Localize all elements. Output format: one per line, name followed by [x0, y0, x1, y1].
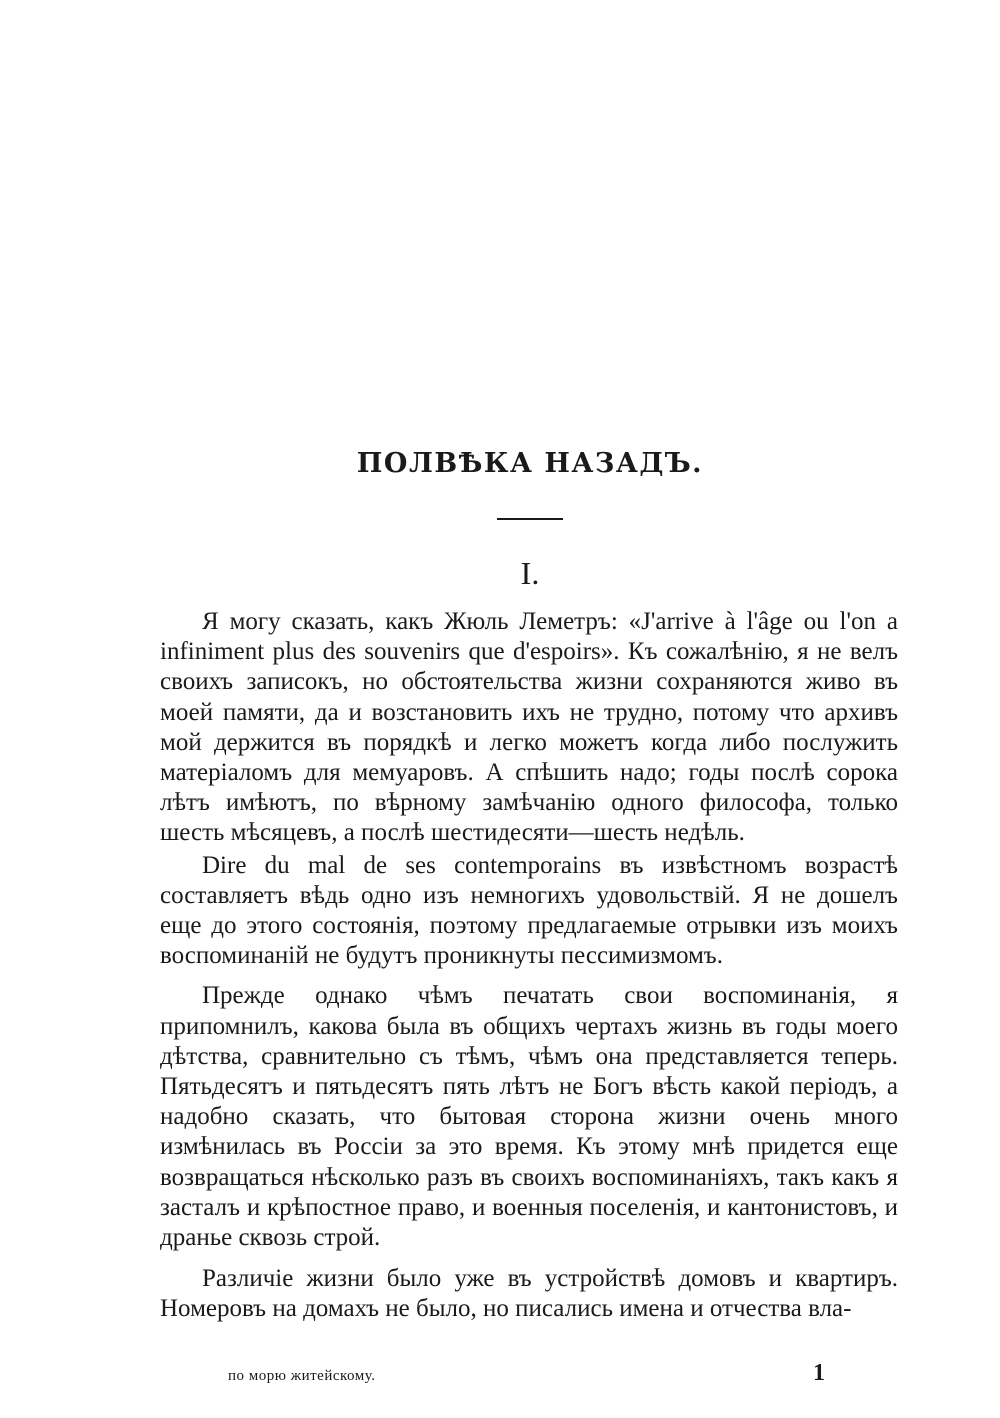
page-footer: [0, 1360, 1000, 1398]
page-title: ПОЛВѢКА НАЗАДЪ.: [356, 448, 704, 479]
page-number: 1: [813, 1360, 825, 1386]
chapter-number: I.: [520, 555, 540, 591]
paragraph-2: Dire du mal de ses contemporains въ извѣстномъ возрастѣ составляетъ вѣдь одно изъ немногихъ удовольствій. Я не дошелъ еще до этого состоянія, поэтому предлагаемые отрывки изъ моихъ воспоминаній не будутъ проникнуты пессимизмомъ.: [160, 851, 898, 970]
paragraph-3: Прежде однако чѣмъ печатать свои воспоминанія, я припомнилъ, какова была въ общихъ чертахъ жизнь въ годы моего дѣтства, сравнительно съ тѣмъ, чѣмъ она представляется теперь. Пятьдесятъ и пятьдесятъ пять лѣтъ не Богъ вѣсть какой періодъ, а надобно сказать, что бытовая сторона жизни очень много измѣнилась въ Россіи за это время. Къ этому мнѣ придется еще возвращаться нѣсколько разъ въ своихъ воспоминаніяхъ, такъ какъ я засталъ и крѣпостное право, и военныя поселенія, и кантонистовъ, и дранье сквозь строй.: [160, 982, 898, 1252]
footer-signature: по морю житейскому.: [228, 1368, 376, 1384]
paragraph-1: Я могу сказать, какъ Жюль Леметръ: «J'arrive à l'âge ou l'on a infiniment plus des souvenirs que d'espoirs». Къ сожалѣнію, я не велъ своихъ записокъ, но обстоятельства жизни сохраняются живо въ моей памяти, да и возстановить ихъ не трудно, потому что архивъ мой держится въ порядкѣ и легко можетъ когда либо послужить матеріаломъ для мемуаровъ. А спѣшить надо; годы послѣ сорока лѣтъ имѣютъ, по вѣрному замѣчанію одного философа, только шесть мѣсяцевъ, а послѣ шестидесяти—шесть недѣль.: [160, 608, 898, 847]
paragraph-4: Различіе жизни было уже въ устройствѣ домовъ и квартиръ. Номеровъ на домахъ не было, но писались имена и отчества вла-: [160, 1265, 898, 1323]
body-text: [160, 607, 898, 1325]
title-divider: [497, 518, 563, 520]
